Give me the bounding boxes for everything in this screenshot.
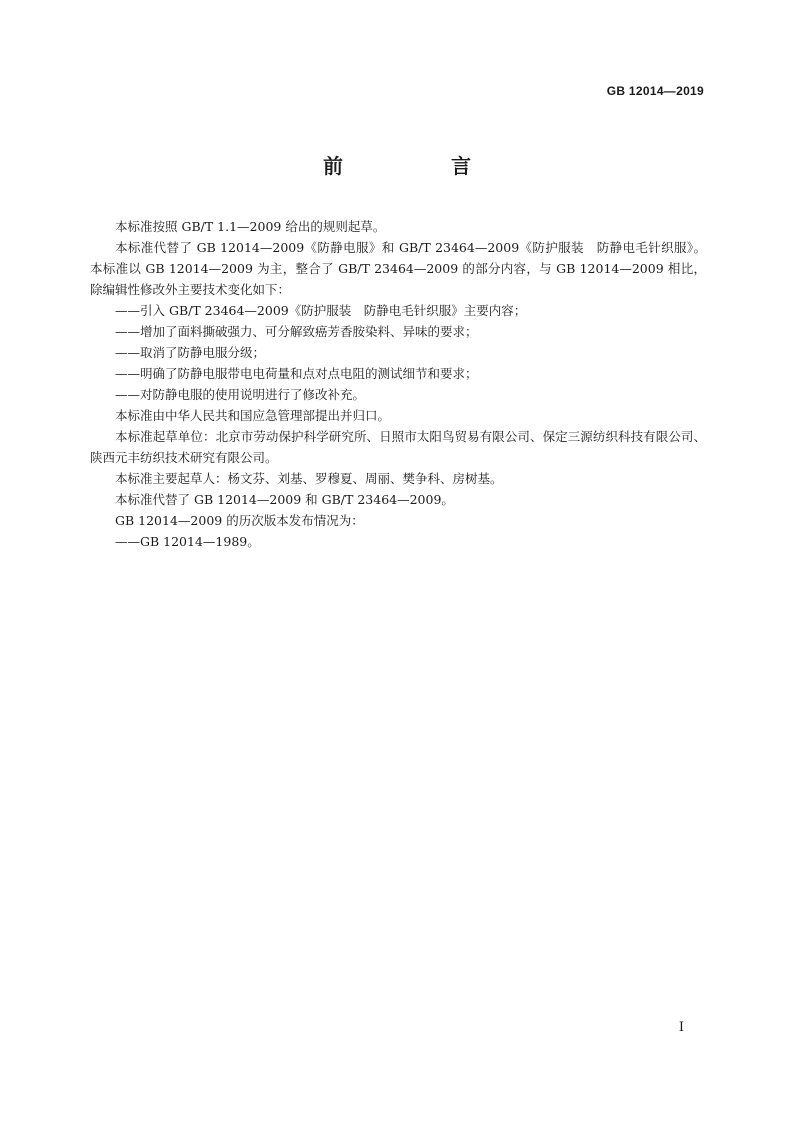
page-number: I (678, 1020, 684, 1035)
paragraph: 本标准主要起草人：杨文芬、刘基、罗穆夏、周丽、樊争科、房树基。 (115, 471, 503, 486)
list-item: ——取消了防静电服分级； (115, 345, 266, 360)
paragraph: 本标准代替了 GB 12014—2009《防静电服》和 GB/T 23464—2009《防护服装 防静电毛针织服》。本标准以 GB 12014—2009 为主，整合了 GB/T 23464—2009 的部分内容，与 GB 12014—2009 相比，除编辑性修改外主要技术变化如下： (90, 240, 706, 297)
paragraph: 本标准由中华人民共和国应急管理部提出并归口。 (115, 408, 391, 423)
page-title: 前 言 (323, 154, 515, 178)
paragraph: 本标准代替了 GB 12014—2009 和 GB/T 23464—2009。 (115, 492, 454, 507)
paragraph: 本标准起草单位：北京市劳动保护科学研究所、日照市太阳鸟贸易有限公司、保定三源纺织科技有限公司、陕西元丰纺织技术研究有限公司。 (90, 429, 706, 465)
standard-code: GB 12014—2019 (606, 84, 704, 98)
list-item: ——增加了面料撕破强力、可分解致癌芳香胺染料、异味的要求； (115, 324, 478, 339)
list-item: ——引入 GB/T 23464—2009《防护服装 防静电毛针织服》主要内容； (115, 303, 527, 318)
paragraph: GB 12014—2009 的历次版本发布情况为： (115, 513, 364, 528)
paragraph: 本标准按照 GB/T 1.1—2009 给出的规则起草。 (115, 219, 386, 234)
list-item: ——明确了防静电服带电电荷量和点对点电阻的测试细节和要求； (115, 366, 478, 381)
document-body (90, 216, 706, 552)
list-item: ——对防静电服的使用说明进行了修改补充。 (115, 387, 366, 402)
list-item: ——GB 12014—1989。 (115, 534, 260, 549)
